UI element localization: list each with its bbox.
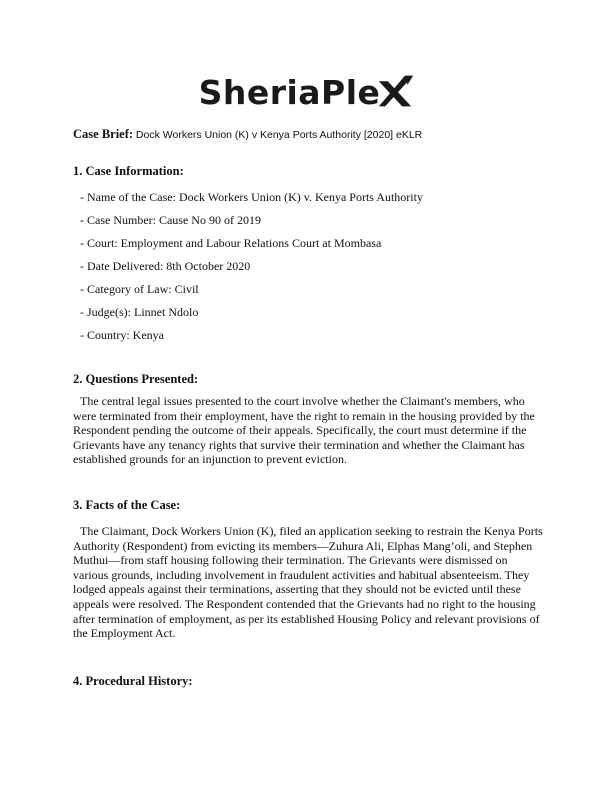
court-item: - Court: Employment and Labour Relations Court at Mombasa (80, 236, 382, 250)
document-body (73, 164, 543, 688)
sheriaplex-logo (0, 74, 612, 110)
section-heading: 2. Questions Presented: (73, 372, 199, 386)
date-delivered-item: - Date Delivered: 8th October 2020 (80, 259, 251, 273)
case-number-item: - Case Number: Cause No 90 of 2019 (80, 213, 261, 227)
case-brief-line (73, 127, 422, 142)
facts-paragraph: The Claimant, Dock Workers Union (K), filed an application seeking to restrain the Kenya Ports Authority (Respondent) from evicting its members—Zuhura Ali, Elphas Mang’oli, and Stephen Muthui—from staff housing following their termination. The Grievants were dismissed on various grounds, including involvement in fraudulent activities and habitual absenteeism. They lodged appeals against their terminations, asserting that they should not be evicted until these appeals were resolved. The Respondent contended that the Grievants had no right to the housing after termination of employment, as per its established Housing Policy and relevant provisions of the Employment Act. (73, 523, 543, 641)
case-name-item: - Name of the Case: Dock Workers Union (K) v. Kenya Ports Authority (80, 190, 423, 204)
x-mark-icon (377, 74, 413, 110)
case-info-list (73, 190, 543, 342)
section-facts (73, 498, 543, 641)
section-heading: 3. Facts of the Case: (73, 497, 181, 512)
section-heading: 4. Procedural History: (73, 673, 193, 688)
section-heading: 1. Case Information: (73, 164, 184, 178)
case-brief-title: Dock Workers Union (K) v Kenya Ports Authority [2020] eKLR (135, 129, 423, 141)
judges-item: - Judge(s): Linnet Ndolo (80, 305, 199, 319)
questions-paragraph: The central legal issues presented to the court involve whether the Claimant's members, who were terminated from their employment, have the right to remain in the housing provided by the Respondent pending the outcome of their appeals. Specifically, the court must determine if the Grievants have any tenancy rights that survive their termination and whether the Claimant has established grounds for an injunction to prevent eviction. (73, 394, 535, 467)
section-procedural-history (73, 674, 543, 688)
logo-text: SheriaPle (198, 72, 381, 112)
section-questions-presented (73, 372, 543, 467)
category-item: - Category of Law: Civil (80, 282, 199, 296)
case-brief-label: Case Brief: (73, 127, 134, 141)
country-item: - Country: Kenya (80, 328, 164, 342)
section-case-information (73, 164, 543, 342)
